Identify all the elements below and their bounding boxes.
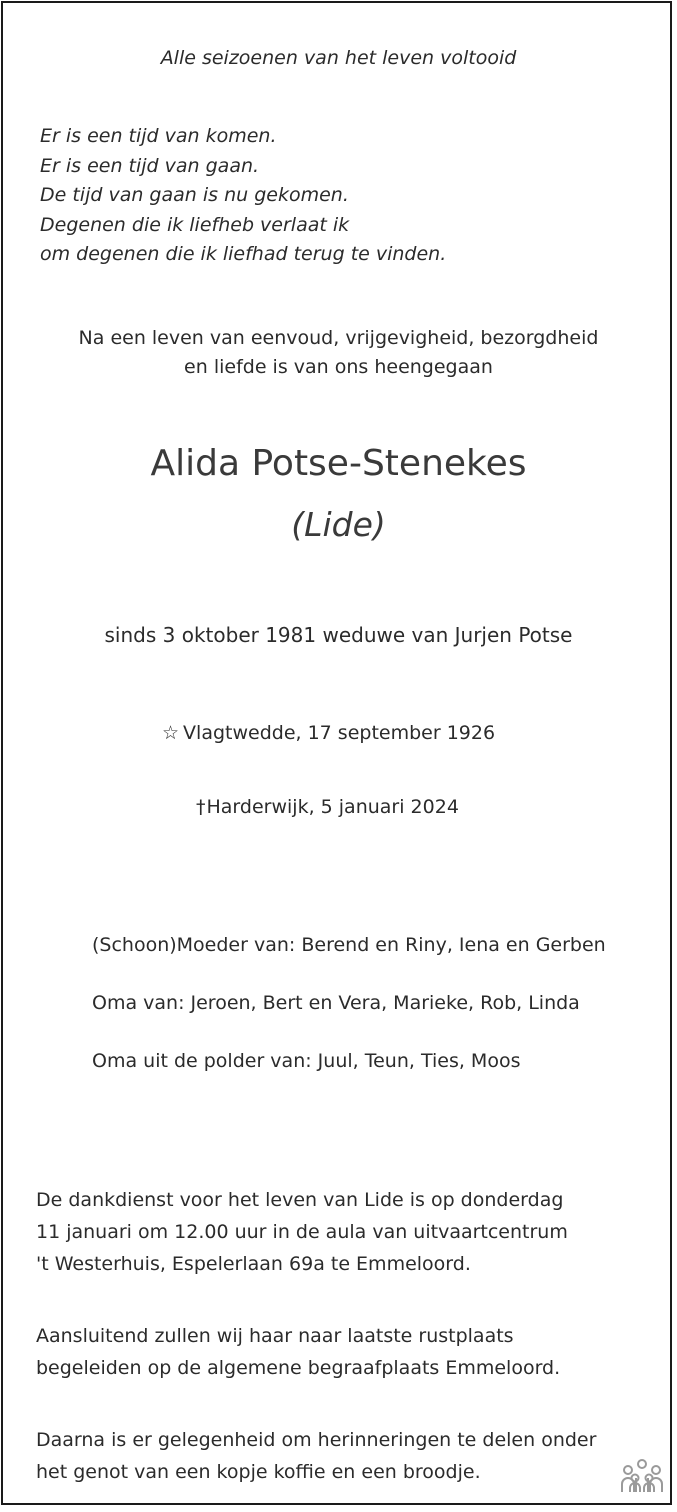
motto: Alle seizoenen van het leven voltooid: [160, 47, 517, 69]
poem: [40, 122, 446, 270]
death-text: Harderwijk, 5 januari 2024: [206, 796, 459, 818]
death-line: [196, 792, 459, 822]
poem-line: Er is een tijd van komen.: [40, 125, 277, 147]
poem-line: Degenen die ik liefheb verlaat ik: [40, 213, 350, 236]
family-line: Oma van: Jeroen, Bert en Vera, Marieke, Rob, Linda: [92, 992, 580, 1014]
burial-paragraph: [36, 1320, 596, 1384]
poem-line: om degenen die ik liefhad terug te vinden.: [40, 243, 447, 265]
star-icon: ☆: [162, 722, 180, 744]
service-line: 't Westerhuis, Espelerlaan 69a te Emmeloord.: [36, 1253, 471, 1275]
intro-line: en liefde is van ons heengegaan: [184, 356, 493, 378]
reception-line: Daarna is er gelegenheid om herinneringen te delen onder: [36, 1429, 597, 1451]
birth-line: [162, 718, 495, 748]
widow-line: sinds 3 oktober 1981 weduwe van Jurjen Potse: [104, 623, 573, 647]
family-line: (Schoon)Moeder van: Berend en Riny, Iena en Gerben: [92, 934, 606, 956]
poem-line: Er is een tijd van gaan.: [40, 154, 260, 177]
intro-line: Na een leven van eenvoud, vrijgevigheid, bezorgdheid: [78, 327, 599, 349]
reception-line: het genot van een kopje koffie en een broodje.: [36, 1461, 481, 1483]
burial-line: begeleiden op de algemene begraafplaats Emmeloord.: [36, 1357, 561, 1379]
reception-paragraph: [36, 1424, 596, 1488]
birth-text: Vlagtwedde, 17 september 1926: [183, 722, 496, 744]
people-group-icon: [618, 1456, 666, 1496]
deceased-nickname: (Lide): [291, 505, 386, 544]
cross-icon: †: [196, 796, 206, 818]
service-line: 11 januari om 12.00 uur in de aula van uitvaartcentrum: [36, 1221, 568, 1243]
burial-line: Aansluitend zullen wij haar naar laatste rustplaats: [36, 1325, 514, 1347]
family-line: Oma uit de polder van: Juul, Teun, Ties, Moos: [92, 1050, 521, 1072]
closing-text: [36, 1184, 596, 1488]
family-list: [92, 930, 606, 1104]
poem-line: De tijd van gaan is nu gekomen.: [40, 184, 349, 206]
service-paragraph: [36, 1184, 596, 1280]
intro-text: [0, 324, 677, 382]
service-line: De dankdienst voor het leven van Lide is op donderdag: [36, 1189, 564, 1211]
deceased-name: Alida Potse-Stenekes: [150, 443, 527, 484]
